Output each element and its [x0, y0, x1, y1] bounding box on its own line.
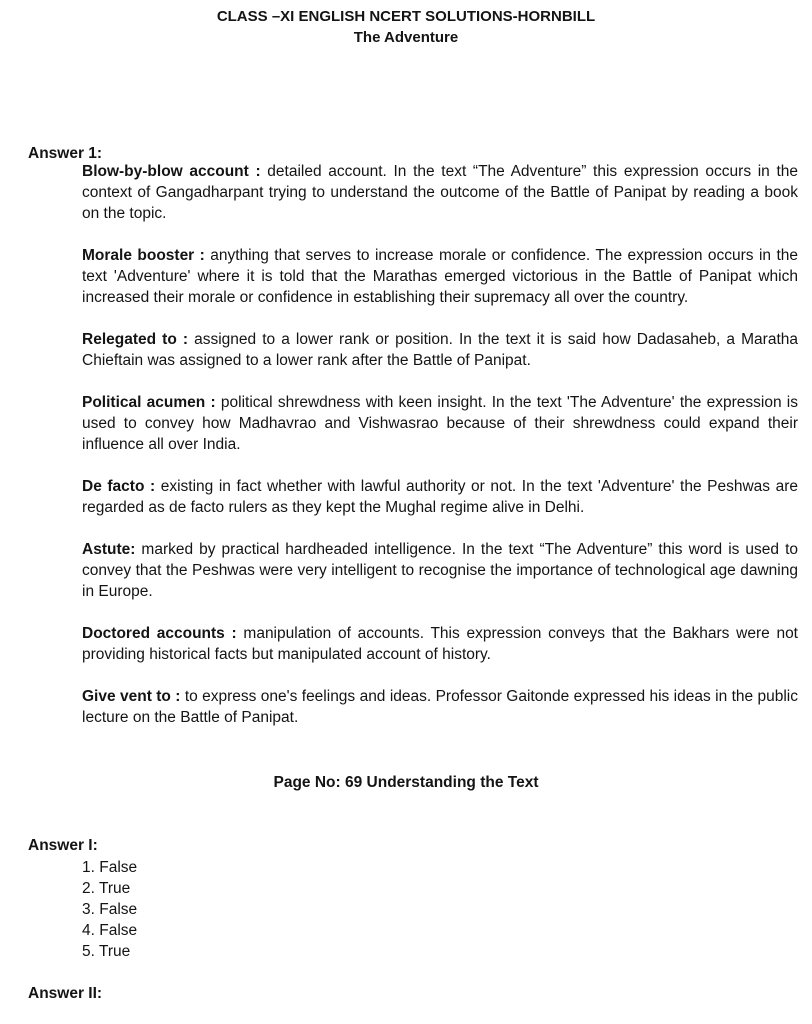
list-item: 4. False: [82, 922, 138, 939]
definition-term: De facto :: [82, 478, 156, 495]
document-title: CLASS –XI ENGLISH NCERT SOLUTIONS-HORNBILL: [216, 8, 596, 25]
definition-entry: [82, 245, 798, 308]
definition-text: assigned to a lower rank or position. In the text it is said how Dadasaheb, a Maratha Chieftain was assigned to a lower rank after the Battle of Panipat.: [82, 331, 798, 369]
definition-text: detailed account. In the text “The Adventure” this expression occurs in the context of Gangadharpant trying to understand the outcome of the Battle of Panipat by reading a book on the topic.: [82, 163, 799, 222]
definition-text: to express one's feelings and ideas. Professor Gaitonde expressed his ideas in the public lecture on the Battle of Panipat.: [82, 688, 799, 726]
definition-text: manipulation of accounts. This expression conveys that the Bakhars were not providing historical facts but manipulated account of history.: [82, 625, 798, 663]
definition-text: marked by practical hardheaded intelligence. In the text “The Adventure” this word is used to convey that the Peshwas were very intelligent to recognise the importance of technological age dawning in Europe.: [82, 541, 798, 600]
definitions-list: [82, 161, 798, 749]
definition-term: Political acumen :: [82, 394, 216, 411]
definition-text: anything that serves to increase morale or confidence. The expression occurs in the text 'Adventure' where it is told that the Marathas emerged victorious in the Battle of Panipat which increased their morale or confidence in establishing their supremacy all over the country.: [82, 247, 798, 306]
list-item: 3. False: [82, 901, 138, 918]
definition-term: Give vent to :: [82, 688, 181, 705]
answer-i-list: [82, 857, 137, 962]
document-header: [0, 6, 812, 48]
answer-ii-heading: Answer II:: [28, 985, 103, 1002]
definition-text: political shrewdness with keen insight. In the text 'The Adventure' the expression is used to convey how Madhavrao and Vishwasrao because of their shrewdness could expand their influence all over India.: [82, 394, 798, 453]
definition-term: Relegated to :: [82, 331, 189, 348]
definition-entry: [82, 539, 798, 602]
list-item: 2. True: [82, 880, 131, 897]
definition-term: Astute:: [82, 541, 136, 558]
section-heading: Page No: 69 Understanding the Text: [273, 774, 539, 791]
definition-entry: [82, 476, 798, 518]
definition-entry: [82, 686, 798, 728]
definition-term: Doctored accounts :: [82, 625, 237, 642]
definition-entry: [82, 329, 798, 371]
definition-text: existing in fact whether with lawful authority or not. In the text 'Adventure' the Peshwas are regarded as de facto rulers as they kept the Mughal regime alive in Delhi.: [82, 478, 798, 516]
definition-term: Blow-by-blow account :: [82, 163, 261, 180]
list-item: 5. True: [82, 943, 131, 960]
answer-i-heading: Answer I:: [28, 837, 98, 854]
definition-term: Morale booster :: [82, 247, 205, 264]
answer-1-heading: Answer 1:: [28, 145, 103, 162]
definition-entry: [82, 161, 798, 224]
definition-entry: [82, 392, 798, 455]
definition-entry: [82, 623, 798, 665]
chapter-title: The Adventure: [353, 29, 459, 46]
list-item: 1. False: [82, 859, 138, 876]
